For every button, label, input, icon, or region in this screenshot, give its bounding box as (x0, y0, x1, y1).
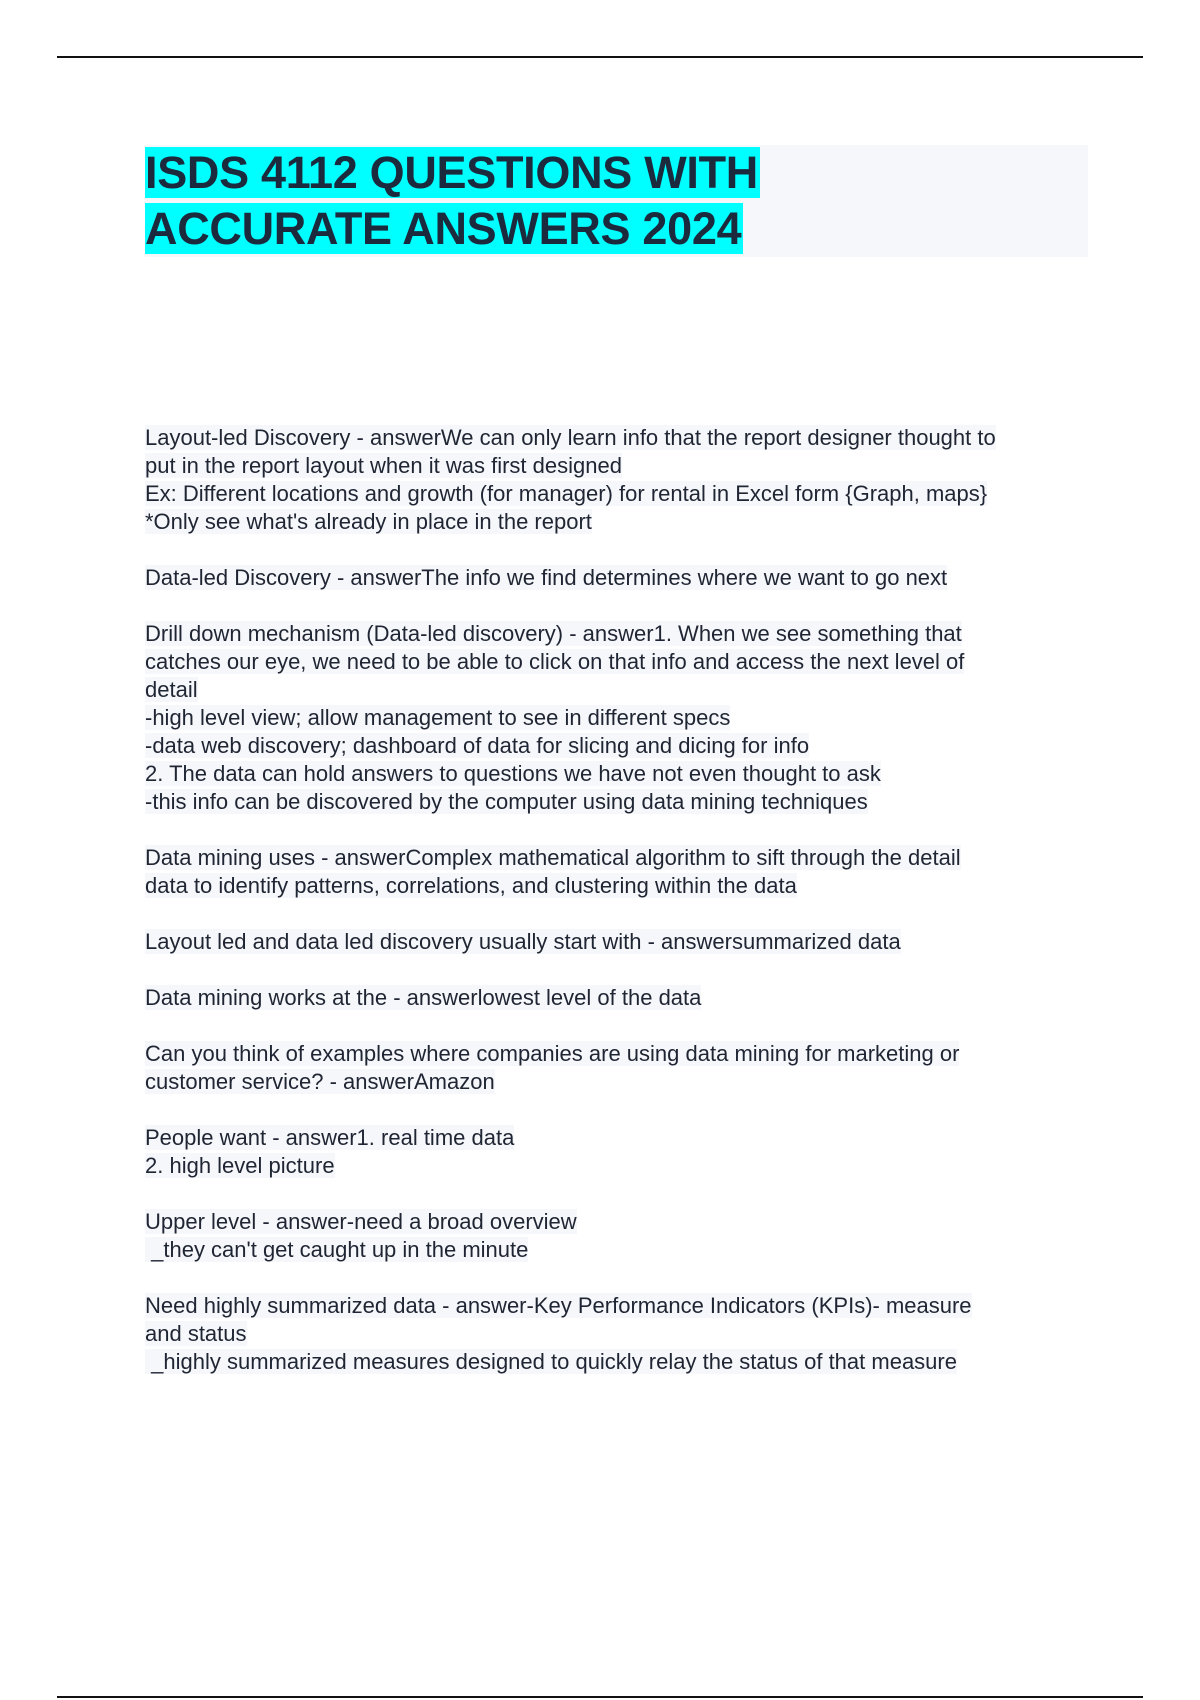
qa-line (145, 676, 1095, 704)
qa-line-text: People want - answer1. real time data (145, 1125, 515, 1150)
qa-line (145, 424, 1095, 452)
qa-line-text: catches our eye, we need to be able to click on that info and access the next level of (145, 649, 965, 674)
top-rule (57, 56, 1143, 58)
qa-line-text: 2. The data can hold answers to questions we have not even thought to ask (145, 761, 881, 786)
qa-line-text: Layout-led Discovery - answerWe can only learn info that the report designer thought to (145, 425, 996, 450)
qa-line (145, 788, 1095, 816)
title-line-2: ACCURATE ANSWERS 2024 (145, 203, 742, 254)
qa-line (145, 1320, 1095, 1348)
qa-line (145, 1152, 1095, 1180)
qa-line-text: -this info can be discovered by the computer using data mining techniques (145, 789, 868, 814)
qa-list (145, 424, 1095, 1404)
qa-line (145, 1348, 1095, 1376)
qa-line (145, 648, 1095, 676)
document-title (145, 145, 1088, 257)
title-line-1: ISDS 4112 QUESTIONS WITH (145, 147, 758, 198)
qa-line (145, 844, 1095, 872)
qa-line (145, 1208, 1095, 1236)
qa-entry (145, 1208, 1095, 1264)
qa-line-text: Data mining works at the - answerlowest level of the data (145, 985, 702, 1010)
qa-line (145, 620, 1095, 648)
qa-line-text: Data mining uses - answerComplex mathematical algorithm to sift through the detail (145, 845, 961, 870)
qa-entry (145, 928, 1095, 956)
title-block (145, 145, 1088, 257)
qa-line-text: -high level view; allow management to see in different specs (145, 705, 731, 730)
qa-line (145, 1068, 1095, 1096)
qa-line-text: Can you think of examples where companies are using data mining for marketing or (145, 1041, 960, 1066)
qa-line-text: and status (145, 1321, 247, 1346)
qa-line-text: Layout led and data led discovery usually start with - answersummarized data (145, 929, 901, 954)
qa-line-text: -data web discovery; dashboard of data for slicing and dicing for info (145, 733, 810, 758)
qa-line-text: detail (145, 677, 198, 702)
qa-entry (145, 1124, 1095, 1180)
bottom-rule (57, 1696, 1143, 1698)
qa-line (145, 1040, 1095, 1068)
qa-line-text: put in the report layout when it was first designed (145, 453, 622, 478)
qa-line-text: data to identify patterns, correlations, and clustering within the data (145, 873, 797, 898)
qa-line-text: *Only see what's already in place in the report (145, 509, 592, 534)
qa-line-text: _they can't get caught up in the minute (145, 1237, 529, 1262)
qa-line (145, 480, 1095, 508)
qa-line (145, 704, 1095, 732)
qa-line (145, 564, 1095, 592)
qa-line-text: 2. high level picture (145, 1153, 335, 1178)
qa-line (145, 984, 1095, 1012)
qa-line-text: Upper level - answer-need a broad overview (145, 1209, 577, 1234)
qa-line (145, 928, 1095, 956)
qa-line (145, 732, 1095, 760)
qa-line (145, 508, 1095, 536)
qa-line (145, 1292, 1095, 1320)
qa-entry (145, 424, 1095, 536)
qa-entry (145, 984, 1095, 1012)
qa-entry (145, 1292, 1095, 1376)
qa-line-text: Need highly summarized data - answer-Key Performance Indicators (KPIs)- measure (145, 1293, 972, 1318)
qa-line-text: customer service? - answerAmazon (145, 1069, 495, 1094)
qa-line-text: Drill down mechanism (Data-led discovery) - answer1. When we see something that (145, 621, 962, 646)
qa-line (145, 452, 1095, 480)
qa-line-text: _highly summarized measures designed to quickly relay the status of that measure (145, 1349, 957, 1374)
qa-entry (145, 620, 1095, 816)
qa-line (145, 1124, 1095, 1152)
qa-entry (145, 1040, 1095, 1096)
qa-entry (145, 564, 1095, 592)
qa-entry (145, 844, 1095, 900)
qa-line-text: Data-led Discovery - answerThe info we find determines where we want to go next (145, 565, 948, 590)
qa-line (145, 1236, 1095, 1264)
qa-line (145, 760, 1095, 788)
qa-line (145, 872, 1095, 900)
qa-line-text: Ex: Different locations and growth (for manager) for rental in Excel form {Graph, maps} (145, 481, 988, 506)
